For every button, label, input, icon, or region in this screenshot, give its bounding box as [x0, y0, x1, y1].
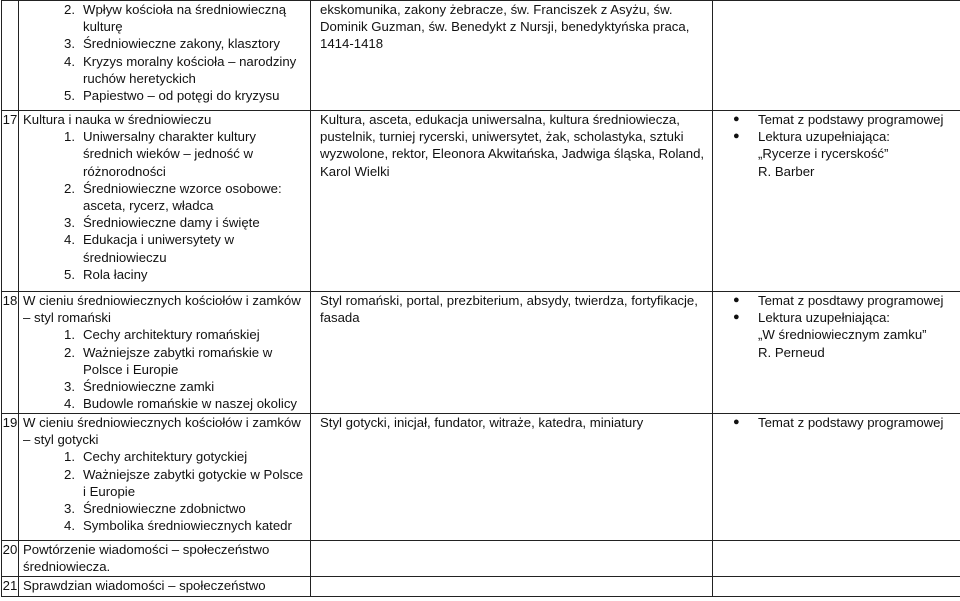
row-number-cell: 17: [2, 111, 19, 292]
list-item: ● Lektura uzupełniająca:: [733, 129, 890, 145]
table-row: [2, 577, 960, 597]
notes-list: [733, 292, 960, 326]
topic-cell: [19, 1, 311, 111]
terms-cell: Kultura, asceta, edukacja uniwersalna, kultura średniowiecza, pustelnik, turniej rycerski, uniwersytet, żak, scholastyka, sztuki wyzwolone, rektor, Eleonora Akwitańska, Jadwiga śląska, Roland, Karol Wielki: [311, 111, 713, 292]
bullet-icon: ●: [733, 311, 740, 324]
topic-cell: Powtórzenie wiadomości – społeczeństwo średniowiecza.: [19, 541, 311, 577]
notes-cell: [713, 111, 960, 292]
topic-cell: [19, 414, 311, 541]
subtopic-list: [23, 1, 306, 104]
topic-title: Kultura i nauka w średniowieczu: [23, 112, 212, 127]
terms-cell: ekskomunika, zakony żebracze, św. Franciszek z Asyżu, św. Dominik Guzman, św. Benedykt z Nursji, benedyktyńska praca, 1414-1418: [311, 1, 713, 111]
row-number-cell: 18: [2, 292, 19, 414]
subtopic-list: [23, 326, 306, 412]
table-row: [2, 1, 960, 111]
notes-list: [733, 111, 960, 145]
bullet-icon: ●: [733, 416, 740, 428]
list-item: 5. Papiestwo – od potęgi do kryzysu: [64, 88, 280, 104]
list-item: 1. Cechy architektury gotyckiej: [64, 449, 248, 465]
notes-cell: [713, 414, 960, 541]
list-item: 3. Średniowieczne damy i święte: [64, 215, 260, 231]
bullet-icon: ●: [733, 113, 740, 125]
subtopic-list: [23, 448, 306, 534]
list-item: 4. Kryzys moralny kościoła – narodziny ruchów heretyckich: [64, 53, 297, 86]
bullet-icon: ●: [733, 294, 740, 306]
list-item: 3. Średniowieczne zdobnictwo: [64, 501, 246, 517]
table-row: [2, 414, 960, 541]
list-item: 1. Uniwersalny charakter kultury średnich wieków – jedność w różnorodności: [64, 129, 256, 179]
terms-cell: Styl gotycki, inicjał, fundator, witraże, katedra, miniatury: [311, 414, 713, 541]
book-author: R. Perneud: [758, 344, 825, 360]
list-item: 1. Cechy architektury romańskiej: [64, 327, 260, 343]
row-number-cell: 19: [2, 414, 19, 541]
list-item: 5. Rola łaciny: [64, 266, 148, 282]
notes-list: [733, 414, 960, 431]
terms-cell: [311, 577, 713, 597]
topic-cell: Sprawdzian wiadomości – społeczeństwo: [19, 577, 311, 597]
list-item: 2. Ważniejsze zabytki romańskie w Polsce i Europie: [64, 344, 273, 377]
topic-cell: [19, 292, 311, 414]
notes-cell: [713, 292, 960, 414]
book-title: „Rycerze i rycerskość”: [758, 146, 889, 162]
table-row: [2, 111, 960, 292]
list-item: 3. Średniowieczne zamki: [64, 379, 215, 395]
bullet-icon: ●: [733, 130, 740, 143]
row-number-cell: [2, 1, 19, 111]
list-item: ● Temat z podstawy programowej: [733, 112, 944, 127]
terms-cell: [311, 541, 713, 577]
notes-cell: [713, 577, 960, 597]
row-number-cell: 20: [2, 541, 19, 577]
topic-title: W cieniu średniowiecznych kościołów i zamków – styl romański: [23, 293, 301, 326]
notes-cell: [713, 1, 960, 111]
notes-cell: [713, 541, 960, 577]
list-item: ● Lektura uzupełniająca:: [733, 310, 890, 326]
table-row: [2, 292, 960, 414]
topic-cell: [19, 111, 311, 292]
row-number-cell: 21: [2, 577, 19, 597]
book-author: R. Barber: [758, 163, 815, 179]
list-item: ● Temat z posdtawy programowej: [733, 293, 944, 308]
list-item: 3. Średniowieczne zakony, klasztory: [64, 36, 280, 52]
list-item: 2. Średniowieczne wzorce osobowe: asceta, rycerz, władca: [64, 180, 282, 214]
book-title: „W średniowiecznym zamku”: [758, 327, 927, 343]
terms-cell: Styl romański, portal, prezbiterium, absydy, twierdza, fortyfikacje, fasada: [311, 292, 713, 414]
list-item: 4. Edukacja i uniwersytety w średniowieczu: [64, 232, 234, 265]
list-item: ● Temat z podstawy programowej: [733, 415, 944, 430]
table-row: [2, 541, 960, 577]
list-item: 2. Ważniejsze zabytki gotyckie w Polsce i Europie: [64, 466, 304, 499]
list-item: 2. Wpływ kościoła na średniowieczną kulturę: [64, 2, 287, 35]
topic-title: W cieniu średniowiecznych kościołów i zamków – styl gotycki: [23, 415, 301, 448]
curriculum-table: [1, 0, 960, 597]
list-item: 4. Budowle romańskie w naszej okolicy: [64, 396, 298, 412]
list-item: 4. Symbolika średniowiecznych katedr: [64, 518, 292, 534]
subtopic-list: [23, 128, 306, 283]
